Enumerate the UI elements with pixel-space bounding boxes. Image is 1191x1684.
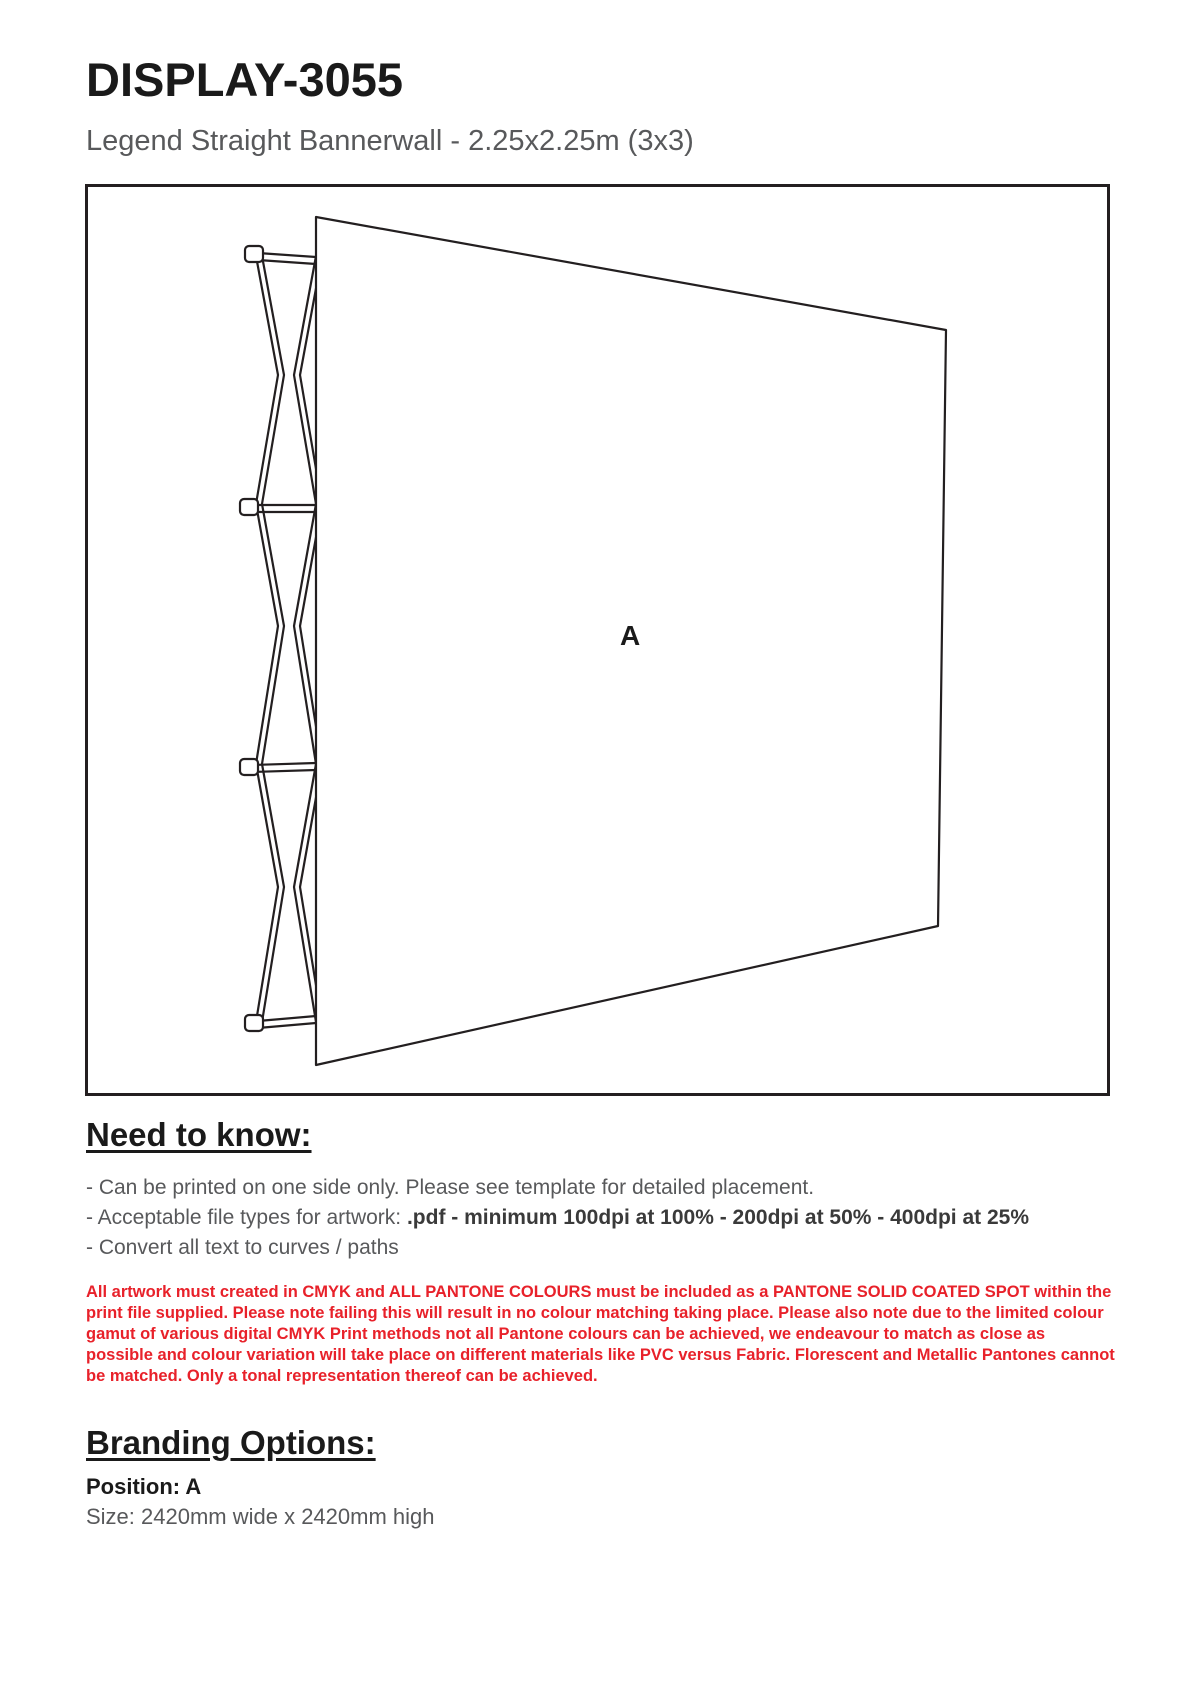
- frame-hubs: [240, 246, 263, 1031]
- panel-position-label: A: [620, 620, 641, 651]
- bannerwall-illustration: [88, 187, 1110, 1096]
- need-to-know-heading: Need to know:: [86, 1116, 312, 1153]
- colour-warning-notice: All artwork must created in CMYK and ALL PANTONE COLOURS must be included as a PANTONE SOLID COATED SPOT within the print file supplied. Please note failing this will result in no colour matching taking place. Please also note due to the limited colour gamut of various digital CMYK Print methods not all Pantone colours can be achieved, we endeavour to match as close as possible and colour variation will take place on different materials like PVC versus Fabric. Florescent and Metallic Pantones cannot be matched. Only a tonal representation thereof can be achieved.: [86, 1283, 1115, 1385]
- product-drawing: [85, 184, 1110, 1096]
- need-to-know-list: [86, 1173, 1029, 1263]
- product-description: Legend Straight Bannerwall - 2.25x2.25m (3x3): [86, 125, 694, 157]
- branding-position: Position: A: [86, 1474, 202, 1499]
- frame-scissor-arms: [256, 256, 322, 1022]
- branding-size: Size: 2420mm wide x 2420mm high: [86, 1504, 435, 1529]
- list-item: - Convert all text to curves / paths: [86, 1236, 399, 1259]
- list-item: - Can be printed on one side only. Please see template for detailed placement.: [86, 1176, 815, 1199]
- list-item: - Acceptable file types for artwork: .pdf - minimum 100dpi at 100% - 200dpi at 50% - 400dpi at 25%: [86, 1206, 1029, 1229]
- page-title: DISPLAY-3055: [86, 53, 403, 106]
- branding-options-heading: Branding Options:: [86, 1424, 376, 1461]
